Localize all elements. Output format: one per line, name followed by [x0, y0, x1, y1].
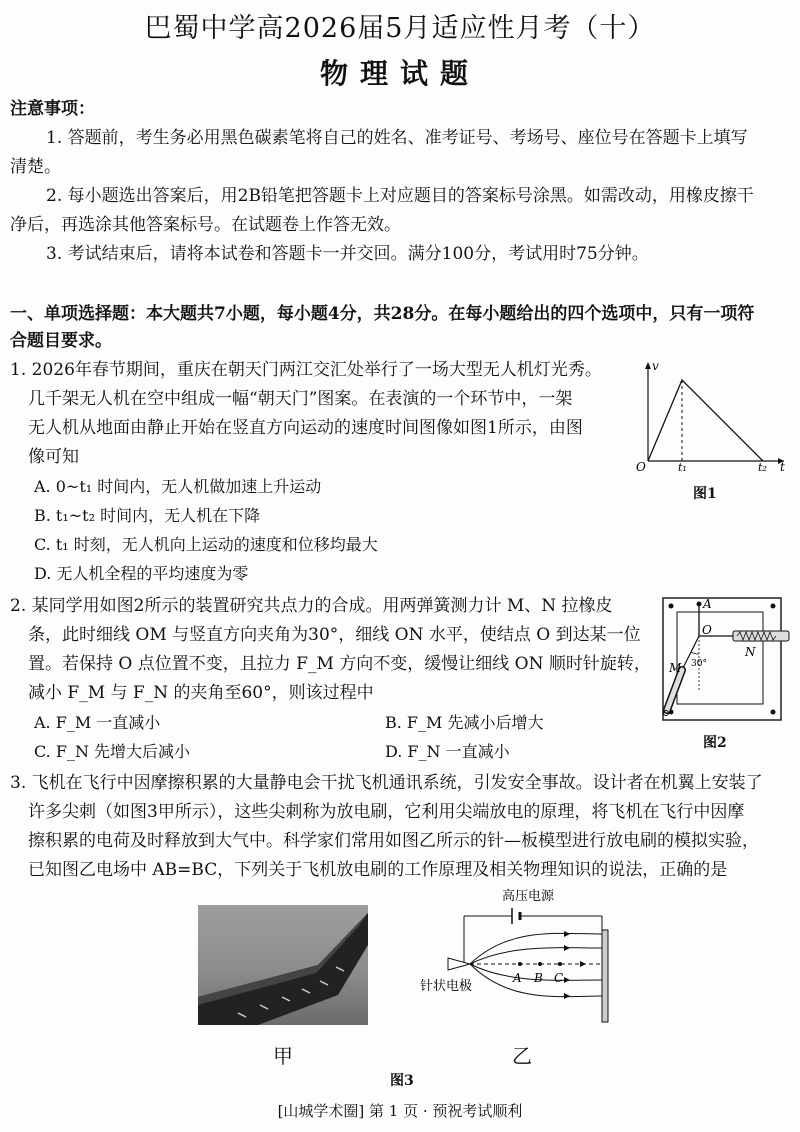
metal-plate	[602, 930, 608, 1022]
label-n: N	[745, 645, 756, 659]
field-arrow-icon	[564, 931, 570, 937]
q3-line-2: 许多尖刺（如图3甲所示），这些尖刺称为放电刷，它利用尖端放电的原理，将飞机在飞行中因摩	[28, 802, 745, 822]
page-footer: [山城学术圈] 第 1 页 · 预祝考试顺利	[277, 1102, 523, 1120]
spring-scale-m	[664, 670, 683, 716]
power-supply-label: 高压电源	[502, 889, 555, 904]
field-line	[470, 948, 602, 964]
field-arrow-icon	[564, 977, 570, 983]
q1-line-3: 无人机从地面由静止开始在竖直方向运动的速度时间图像如图1所示，由图	[28, 418, 583, 438]
q3-line-4: 已知图乙电场中 AB=BC，下列关于飞机放电刷的工作原理及相关物理知识的说法，正确的是	[28, 860, 728, 880]
q2-option-b: B. F_M 先减小后增大	[385, 713, 544, 732]
angle-label: 30°	[691, 659, 707, 669]
section-1-heading-cont: 合题目要求。	[10, 331, 112, 351]
v-axis-label: v	[652, 359, 659, 373]
q2-option-c: C. F_N 先增大后减小	[34, 742, 191, 761]
point-a-label: A	[513, 971, 522, 985]
q3-line-1: 3. 飞机在飞行中因摩擦积累的大量静电会干扰飞机通讯系统，引发安全事故。设计者在机翼上安装了	[10, 773, 763, 793]
label-o: O	[702, 623, 712, 637]
figure-3-caption: 图3	[390, 1073, 414, 1089]
notice-line-2: 清楚。	[10, 157, 61, 177]
pin-icon	[669, 604, 674, 609]
field-arrow-icon	[564, 945, 570, 951]
label-a: A	[703, 597, 712, 611]
figure-1-caption: 图1	[693, 486, 717, 502]
q3-line-3: 擦积累的电荷及时释放到大气中。科学家们常用如图乙所示的针—板模型进行放电刷的模拟实验，	[28, 831, 759, 851]
notice-line-4: 净后，再选涂其他答案标号。在试题卷上作答无效。	[10, 215, 401, 235]
point-b-dot	[538, 962, 542, 966]
spring-scale-n	[733, 631, 789, 641]
point-c-label: C	[554, 971, 564, 985]
q2-option-d: D. F_N 一直减小	[385, 742, 510, 761]
q2-line-3: 置。若保持 O 点位置不变，且拉力 F_M 方向不变，缓慢让细线 ON 顺时针旋转，	[28, 654, 651, 674]
notice-heading: 注意事项：	[10, 99, 95, 119]
figure-2-force-board	[655, 594, 795, 724]
velocity-axis-arrow	[645, 362, 651, 369]
q1-option-c: C. t₁ 时刻，无人机向上运动的速度和位移均最大	[34, 535, 378, 554]
field-arrow-icon	[580, 961, 586, 967]
t1-label: t₁	[678, 461, 687, 473]
q1-option-d: D. 无人机全程的平均速度为零	[34, 564, 249, 583]
q1-line-4: 像可知	[28, 447, 79, 467]
origin-label: O	[636, 460, 646, 473]
velocity-curve	[648, 380, 763, 461]
figure-2-caption: 图2	[703, 735, 727, 751]
q2-line-1: 2. 某同学用如图2所示的装置研究共点力的合成。用两弹簧测力计 M、N 拉橡皮	[10, 596, 613, 616]
figure-3a-label: 甲	[273, 1044, 293, 1068]
section-1-heading: 一、单项选择题：本大题共7小题，每小题4分，共28分。在每小题给出的四个选项中，只有一项符	[10, 304, 755, 324]
field-arrow-icon	[564, 993, 570, 999]
q2-line-4: 减小 F_M 与 F_N 的夹角至60°，则该过程中	[28, 683, 374, 703]
exam-subject-title: 物理试题	[319, 57, 480, 90]
figure-1-vt-graph	[630, 358, 790, 473]
notice-line-1: 1. 答题前，考生务必用黑色碳素笔将自己的姓名、准考证号、考场号、座位号在答题卡上填写	[46, 128, 748, 148]
q1-line-1: 1. 2026年春节期间，重庆在朝天门两江交汇处举行了一场大型无人机灯光秀。	[10, 360, 602, 380]
figure-3b-needle-plate-diagram	[420, 886, 620, 1026]
exam-title: 巴蜀中学高2026届5月适应性月考（十）	[144, 13, 656, 44]
t-axis-label: t	[780, 460, 785, 473]
point-b-label: B	[534, 971, 543, 985]
q1-option-a: A. 0~t₁ 时间内，无人机做加速上升运动	[34, 477, 322, 496]
figure-3a-wing-photo	[198, 905, 368, 1025]
q1-option-b: B. t₁~t₂ 时间内，无人机在下降	[34, 506, 261, 525]
point-c-dot	[558, 962, 562, 966]
needle-electrode-label: 针状电极	[420, 979, 473, 994]
q2-line-2: 条，此时细线 OM 与竖直方向夹角为30°，细线 ON 水平，使结点 O 到达某一位	[28, 625, 641, 645]
pin-icon	[771, 710, 776, 715]
point-a-dot	[518, 962, 522, 966]
q2-option-a: A. F_M 一直减小	[34, 713, 161, 732]
q1-line-2: 几千架无人机在空中组成一幅“朝天门”图案。在表演的一个环节中，一架	[28, 389, 573, 409]
pin-icon	[771, 604, 776, 609]
needle-electrode	[448, 958, 470, 970]
label-m: M	[669, 661, 682, 675]
fixed-point-a	[697, 602, 702, 607]
angle-arc	[691, 652, 699, 654]
wing-image	[198, 905, 368, 1025]
notice-line-3: 2. 每小题选出答案后，用2B铅笔把答题卡上对应题目的答案标号涂黑。如需改动，用橡皮擦干	[46, 186, 754, 206]
notice-line-5: 3. 考试结束后，请将本试卷和答题卡一并交回。满分100分，考试用时75分钟。	[46, 244, 649, 264]
t2-label: t₂	[758, 461, 767, 473]
figure-3b-label: 乙	[512, 1044, 532, 1068]
